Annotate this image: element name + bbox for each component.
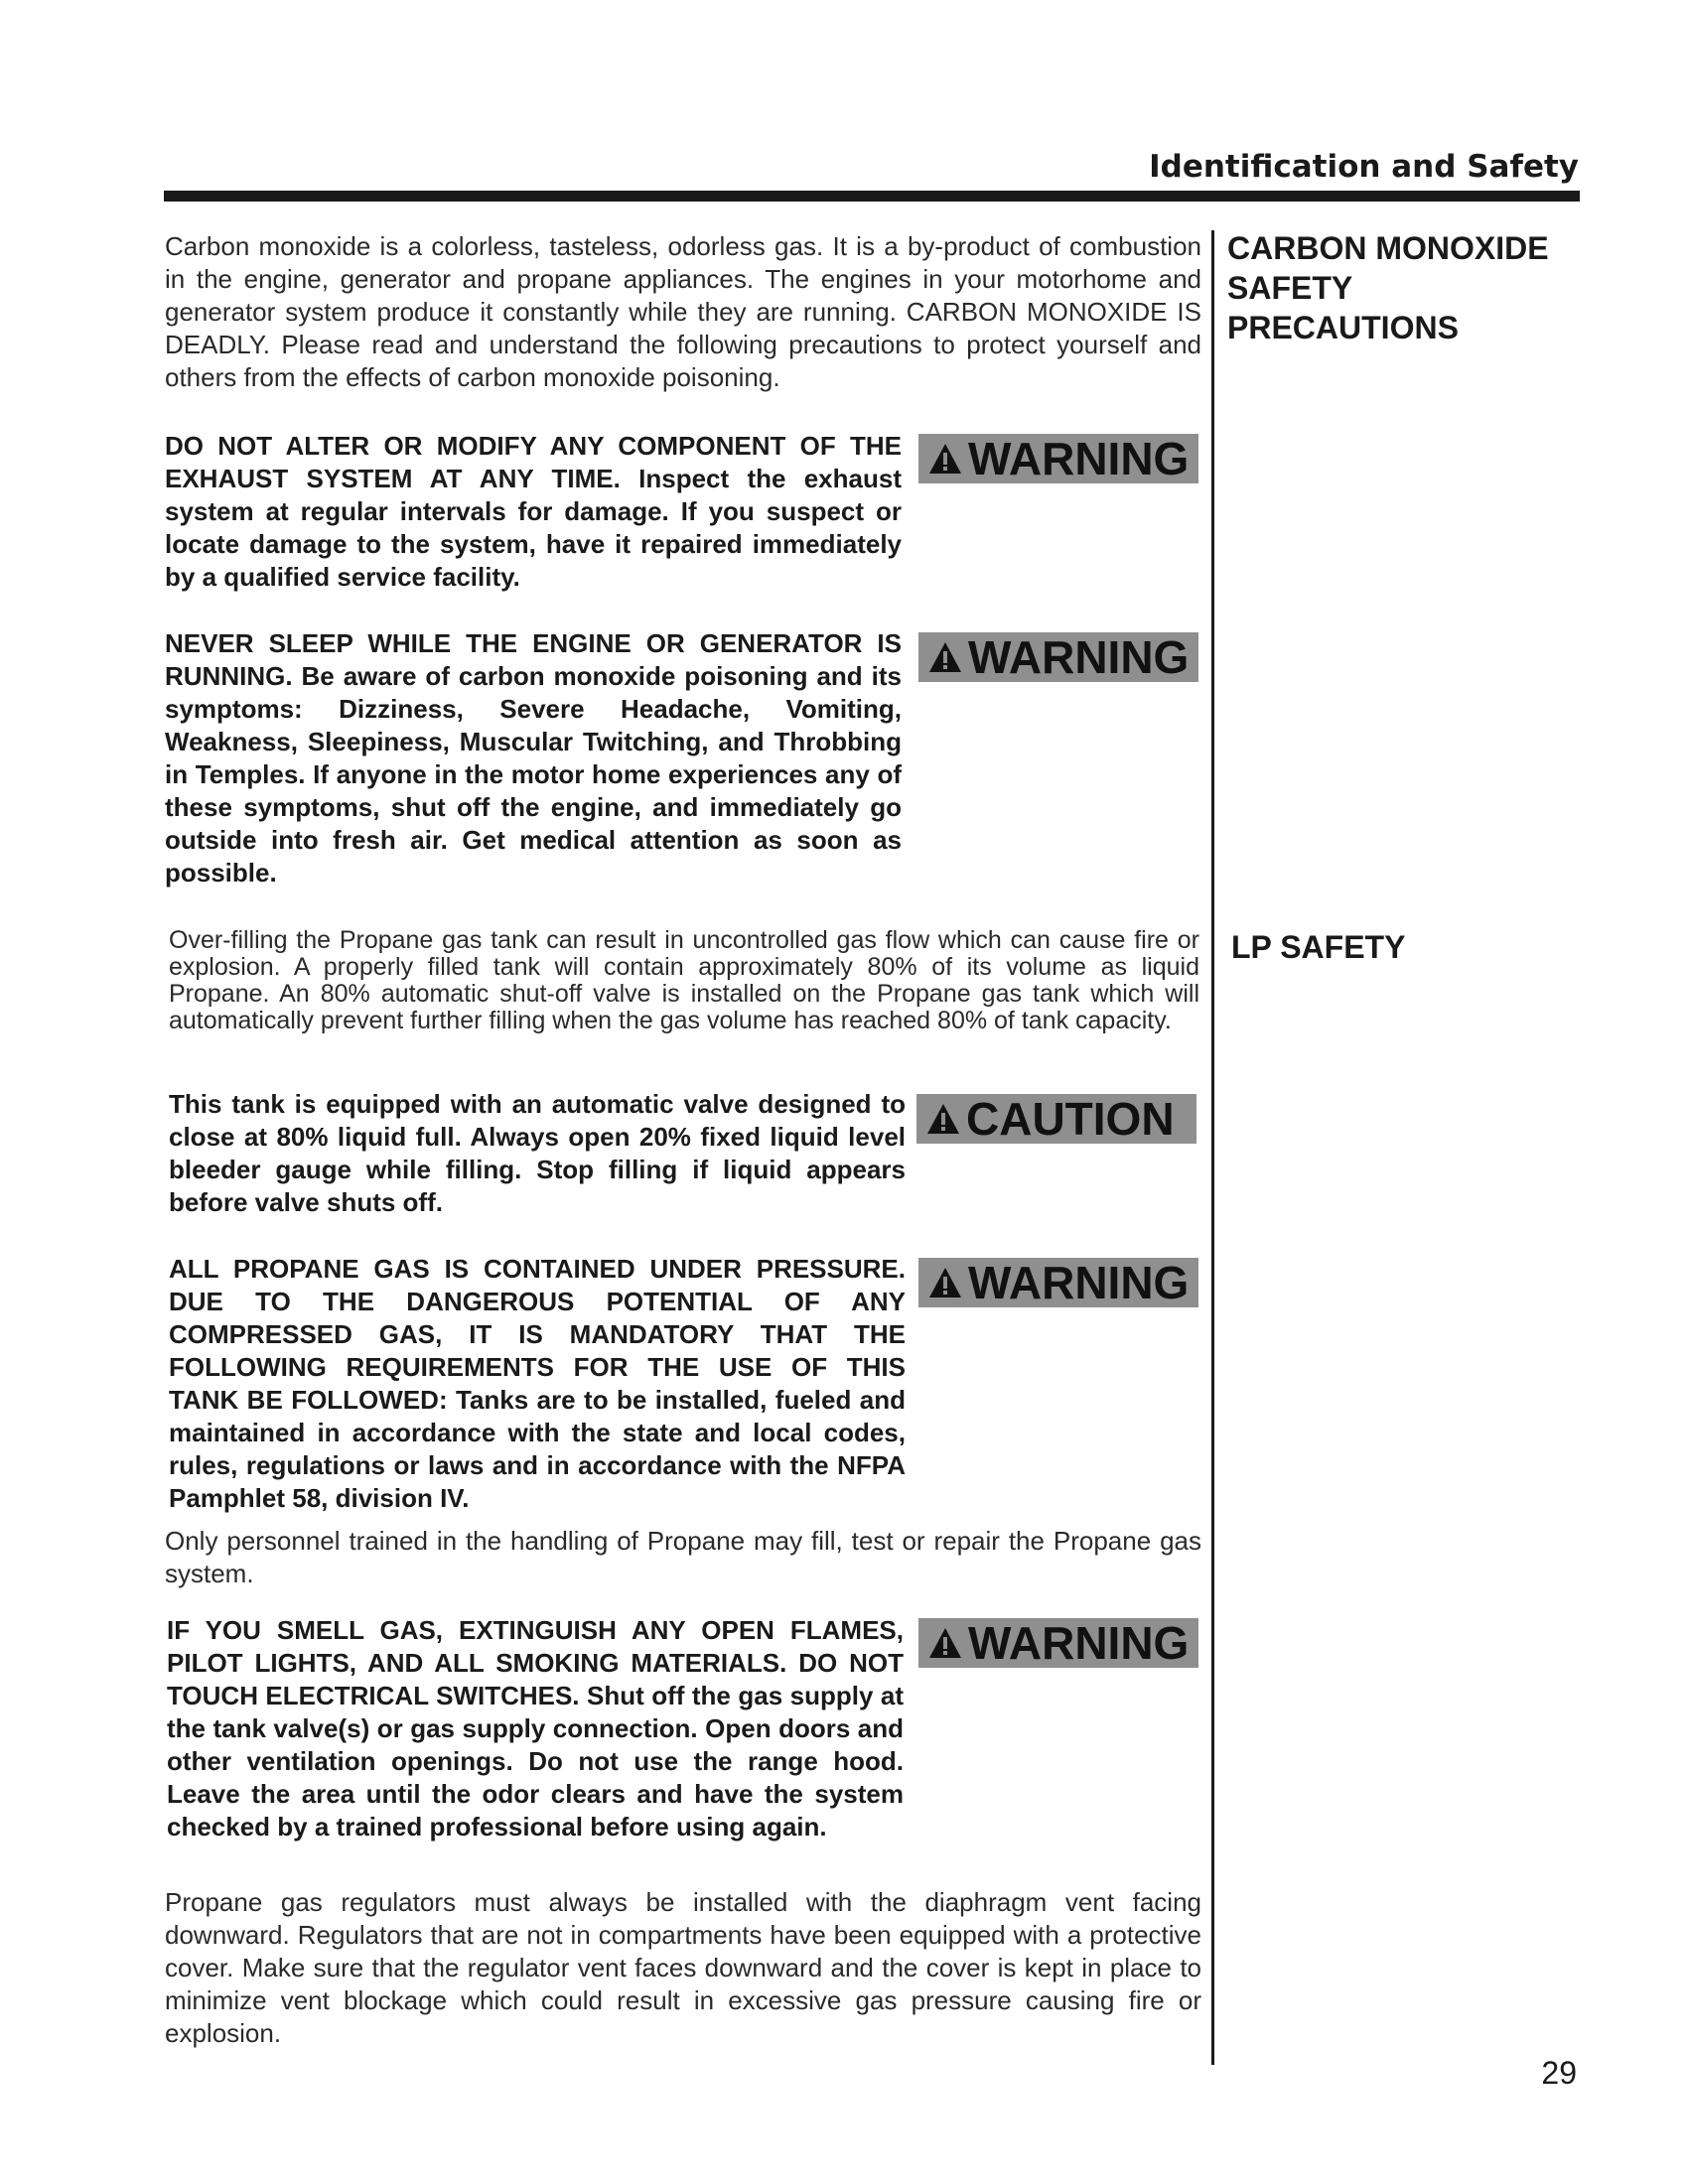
- sleep-warning-text: NEVER SLEEP WHILE THE ENGINE OR GENERATOR IS RUNNING. Be aware of carbon monoxide poisoning and its symptoms: Dizziness, Severe Headache, Vomiting, Weakness, Sleepiness, Muscular Twitching, and Throbbing in Temples. If anyone in the motor home experiences any of these symptoms, shut off the engine, and immediately go outside into fresh air. Get medical attention as soon as possible.: [165, 628, 902, 887]
- warning-label: WARNING: [968, 1257, 1190, 1308]
- sleep-warning-badge: [918, 632, 1198, 682]
- warning-label: WARNING: [968, 631, 1190, 683]
- column-divider: [1211, 230, 1214, 2065]
- warning-triangle-icon: [928, 1267, 962, 1298]
- warning-triangle-icon: [928, 443, 962, 475]
- regulators-paragraph: Propane gas regulators must always be installed with the diaphragm vent facing downward. Regulators that are not in compartments have been equipped with a protective cover. Make sure that the regulator vent faces downward and the cover is kept in place to minimize vent blockage which could result in excessive gas pressure causing fire or explosion.: [165, 1887, 1201, 2048]
- exhaust-warning-badge: [918, 434, 1198, 483]
- gas-smell-warning-badge: [918, 1618, 1198, 1668]
- lp-intro-paragraph: Over-filling the Propane gas tank can result in uncontrolled gas flow which can cause fire or explosion. A properly filled tank will contain approximately 80% of its volume as liquid Propane. An 80% automatic shut-off valve is installed on the Propane gas tank which will automatically prevent further filling when the gas volume has reached 80% of tank capacity.: [169, 926, 1199, 1034]
- warning-label: WARNING: [968, 1617, 1190, 1669]
- gas-smell-warning-text: IF YOU SMELL GAS, EXTINGUISH ANY OPEN FLAMES, PILOT LIGHTS, AND ALL SMOKING MATERIALS. DO NOT TOUCH ELECTRICAL SWITCHES. Shut off the gas supply at the tank valve(s) or gas supply connection. Open doors and other ventilation openings. Do not use the range hood. Leave the area until the odor clears and have the system checked by a trained professional before using again.: [167, 1615, 904, 1842]
- lp-section-heading: LP SAFETY: [1231, 929, 1406, 965]
- valve-caution-badge: [916, 1094, 1196, 1144]
- exhaust-warning-text: DO NOT ALTER OR MODIFY ANY COMPONENT OF THE EXHAUST SYSTEM AT ANY TIME. Inspect the exhaust system at regular intervals for damage. If you suspect or locate damage to the system, have it repaired immediately by a qualified service facility.: [165, 431, 902, 592]
- co-intro-paragraph: Carbon monoxide is a colorless, tasteless, odorless gas. It is a by-product of combustion in the engine, generator and propane appliances. The engines in your motorhome and generator system produce it constantly while they are running. CARBON MONOXIDE IS DEADLY. Please read and understand the following precautions to protect yourself and others from the effects of carbon monoxide poisoning.: [165, 231, 1201, 392]
- page-header-title: Identification and Safety: [1149, 149, 1579, 185]
- personnel-paragraph: Only personnel trained in the handling of Propane may fill, test or repair the Propane gas system.: [165, 1526, 1201, 1588]
- warning-triangle-icon: [928, 641, 962, 673]
- page-number: 29: [1541, 2055, 1577, 2091]
- valve-caution-text: This tank is equipped with an automatic valve designed to close at 80% liquid full. Always open 20% fixed liquid level bleeder gauge while filling. Stop filling if liquid appears before valve shuts off.: [169, 1089, 906, 1217]
- caution-label: CAUTION: [966, 1093, 1175, 1145]
- co-section-heading: CARBON MONOXIDE SAFETY PRECAUTIONS: [1227, 230, 1549, 345]
- pressure-warning-badge: [918, 1258, 1198, 1307]
- caution-triangle-icon: [926, 1103, 960, 1135]
- pressure-warning-text: ALL PROPANE GAS IS CONTAINED UNDER PRESSURE. DUE TO THE DANGEROUS POTENTIAL OF ANY COMPRESSED GAS, IT IS MANDATORY THAT THE FOLLOWING REQUIREMENTS FOR THE USE OF THIS TANK BE FOLLOWED: Tanks are to be installed, fueled and maintained in accordance with the state and local codes, rules, regulations or laws and in accordance with the NFPA Pamphlet 58, division IV.: [169, 1254, 906, 1513]
- warning-triangle-icon: [928, 1627, 962, 1659]
- header-rule: [164, 191, 1580, 202]
- warning-label: WARNING: [968, 433, 1190, 484]
